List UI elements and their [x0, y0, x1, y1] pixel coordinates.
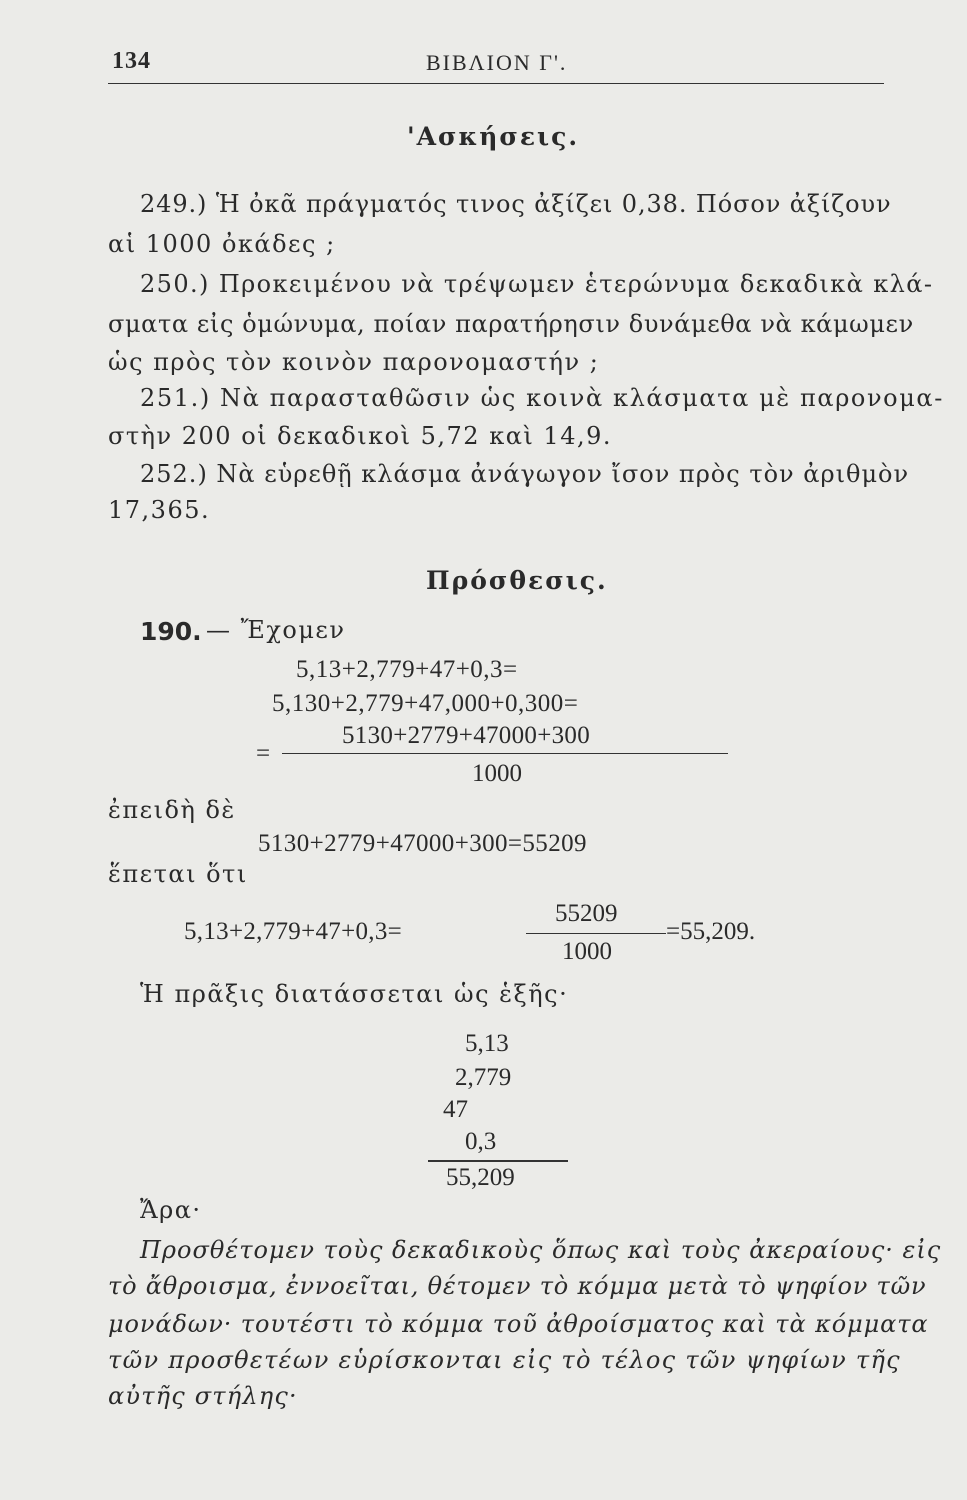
equation-line-2: 5,130+2,779+47,000+0,300=: [272, 690, 579, 717]
exercise-line: 251.) Νὰ παρασταθῶσιν ὡς κοινὰ κλάσματα μὲ παρονομα-: [140, 384, 944, 412]
exercise-line: 249.) Ἡ ὀκᾶ πράγματός τινος ἀξίζει 0,38. Πόσον ἀξίζουν: [140, 190, 892, 218]
exercise-line: 17,365.: [108, 496, 211, 524]
therefore-label: Ἄρα·: [140, 1196, 202, 1224]
fraction-denominator: 1000: [472, 760, 522, 787]
since-label: ἐπειδὴ δὲ: [108, 796, 236, 824]
rule-line: αὐτῆς στήλης·: [108, 1382, 298, 1410]
equation-equals: =: [256, 740, 271, 767]
exercise-line: στὴν 200 οἱ δεκαδικοὶ 5,72 καὶ 14,9.: [108, 422, 612, 450]
result-fraction-bar: [526, 933, 666, 934]
arrangement-text: Ἡ πρᾶξις διατάσσεται ὡς ἑξῆς·: [140, 980, 569, 1008]
fraction-bar: [282, 753, 728, 754]
rule-line: τῶν προσθετέων εὑρίσκονται εἰς τὸ τέλος τῶν ψηφίων τῆς: [108, 1346, 901, 1374]
exercise-line: αἱ 1000 ὀκάδες ;: [108, 230, 336, 258]
equation-result-right: =55,209.: [666, 918, 756, 945]
paragraph-intro: — Ἔχομεν: [206, 616, 346, 644]
rule-line: μονάδων· τουτέστι τὸ κόμμα τοῦ ἀθροίσματος καὶ τὰ κόμματα: [108, 1310, 929, 1338]
rule-line: Προσθέτομεν τοὺς δεκαδικοὺς ὅπως καὶ τοὺς ἀκεραίους· εἰς: [140, 1236, 942, 1264]
exercise-line: 250.) Προκειμένου νὰ τρέψωμεν ἑτερώνυμα δεκαδικὰ κλά-: [140, 270, 934, 298]
exercise-line: 252.) Νὰ εὑρεθῇ κλάσμα ἀνάγωγον ἴσον πρὸς τὸν ἀριθμὸν: [140, 460, 910, 488]
header-rule: [108, 83, 884, 84]
equation-line-1: 5,13+2,779+47+0,3=: [296, 656, 518, 683]
exercise-line: ὡς πρὸς τὸν κοινὸν παρονομαστήν ;: [108, 348, 600, 376]
paragraph-number: 190.: [140, 617, 202, 646]
column-sum: 55,209: [446, 1164, 515, 1191]
page-number: 134: [112, 48, 151, 74]
follows-label: ἕπεται ὅτι: [108, 860, 248, 888]
sum-rule: [428, 1160, 568, 1162]
column-addend: 5,13: [465, 1030, 509, 1057]
addition-title: Πρόσθεσις.: [426, 566, 608, 595]
rule-line: τὸ ἄθροισμα, ἐννοεῖται, θέτομεν τὸ κόμμα μετὰ τὸ ψηφίον τῶν: [108, 1272, 927, 1300]
exercise-line: σματα εἰς ὁμώνυμα, ποίαν παρατήρησιν δυνάμεθα νὰ κάμωμεν: [108, 310, 914, 338]
exercises-title: 'Ασκήσεις.: [407, 122, 580, 151]
column-addend: 2,779: [455, 1064, 512, 1091]
equation-sum: 5130+2779+47000+300=55209: [258, 830, 587, 857]
result-numerator: 55209: [555, 900, 618, 927]
column-addend: 47: [443, 1096, 468, 1123]
result-denominator: 1000: [562, 938, 612, 965]
fraction-numerator: 5130+2779+47000+300: [342, 722, 590, 749]
running-title: ΒΙΒΛΙΟΝ Γ'.: [426, 50, 568, 75]
column-addend: 0,3: [465, 1128, 497, 1155]
equation-result-left: 5,13+2,779+47+0,3=: [184, 918, 403, 945]
